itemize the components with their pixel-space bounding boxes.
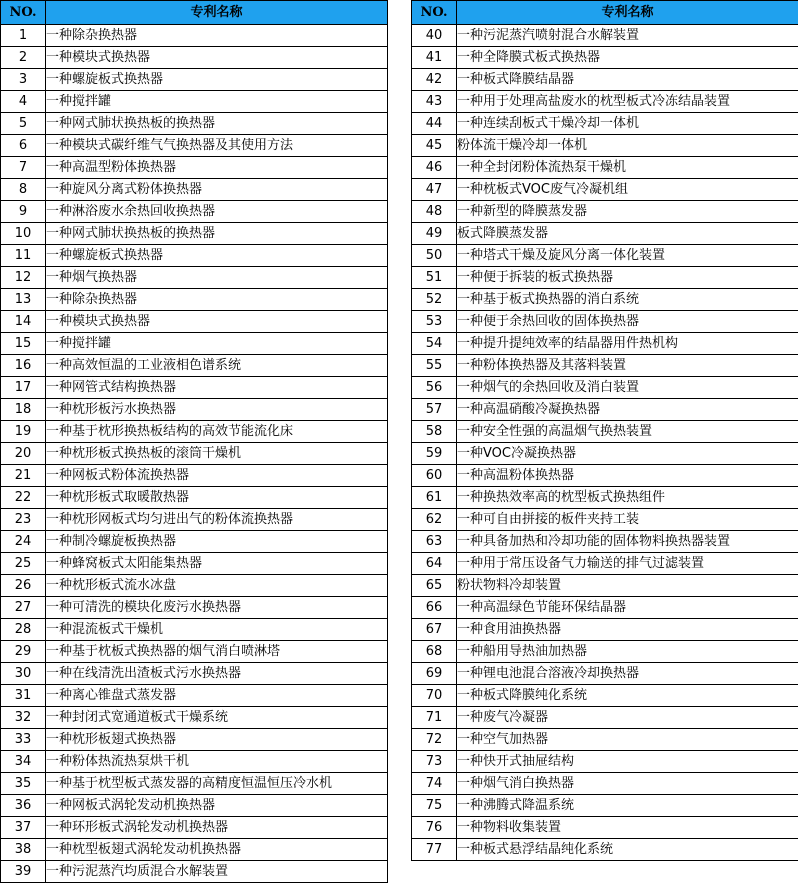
table-row [412,531,798,553]
table-row [1,311,388,333]
row-number: 21 [1,465,46,487]
patent-name: 一种除杂换热器 [46,25,388,47]
row-number: 30 [1,663,46,685]
patent-name: 一种全封闭粉体流热泵干燥机 [457,157,798,179]
table-row [1,751,388,773]
row-number: 32 [1,707,46,729]
patent-name: 一种螺旋板式换热器 [46,245,388,267]
table-row [1,289,388,311]
table-row [1,443,388,465]
table-row [412,179,798,201]
patent-name: 板式降膜蒸发器 [457,223,798,245]
patent-name: 一种提升提纯效率的结晶器用件热机构 [457,333,798,355]
patent-name: 一种空气加热器 [457,729,798,751]
patent-name: 一种板式降膜结晶器 [457,69,798,91]
row-number: 7 [1,157,46,179]
row-number: 53 [412,311,457,333]
row-number: 63 [412,531,457,553]
patent-name: 一种枕形板污水换热器 [46,399,388,421]
row-number: 62 [412,509,457,531]
row-number: 3 [1,69,46,91]
row-number: 68 [412,641,457,663]
table-row [1,553,388,575]
row-number: 61 [412,487,457,509]
patent-name: 一种网管式结构换热器 [46,377,388,399]
patent-name: 一种高效恒温的工业液相色谱系统 [46,355,388,377]
patent-name: 一种枕形板式取暖散热器 [46,487,388,509]
patent-name: 一种新型的降膜蒸发器 [457,201,798,223]
row-number: 2 [1,47,46,69]
patent-name: 一种模块式换热器 [46,47,388,69]
patent-name: 一种用于处理高盐废水的枕型板式冷冻结晶装置 [457,91,798,113]
table-row [412,663,798,685]
row-number: 45 [412,135,457,157]
table-row [412,751,798,773]
row-number: 5 [1,113,46,135]
row-number: 54 [412,333,457,355]
table-row [1,795,388,817]
patent-name: 一种搅拌罐 [46,333,388,355]
table-row [1,201,388,223]
row-number: 70 [412,685,457,707]
row-number: 23 [1,509,46,531]
table-row [1,377,388,399]
row-number: 13 [1,289,46,311]
patent-name: 一种搅拌罐 [46,91,388,113]
table-row [1,729,388,751]
row-number: 42 [412,69,457,91]
table-row [1,509,388,531]
row-number: 72 [412,729,457,751]
row-number: 46 [412,157,457,179]
row-number: 22 [1,487,46,509]
row-number: 41 [412,47,457,69]
row-number: 11 [1,245,46,267]
row-number: 49 [412,223,457,245]
row-number: 27 [1,597,46,619]
table-row [1,223,388,245]
patent-name: 一种枕形板式换热板的滚筒干燥机 [46,443,388,465]
patent-name: 一种旋风分离式粉体换热器 [46,179,388,201]
table-row [412,157,798,179]
table-row [412,355,798,377]
patent-name: 一种模块式碳纤维气气换热器及其使用方法 [46,135,388,157]
patent-table-right [411,0,798,861]
patent-name: 一种可清洗的模块化废污水换热器 [46,597,388,619]
table-row [412,267,798,289]
row-number: 35 [1,773,46,795]
patent-name: 一种环形板式涡轮发动机换热器 [46,817,388,839]
header-row [1,1,388,25]
table-row [412,795,798,817]
row-number: 51 [412,267,457,289]
table-row [1,47,388,69]
row-number: 38 [1,839,46,861]
patent-name: 一种沸腾式降温系统 [457,795,798,817]
patent-name: 一种便于拆装的板式换热器 [457,267,798,289]
patent-name: 一种具备加热和冷却功能的固体物料换热器装置 [457,531,798,553]
row-number: 60 [412,465,457,487]
table-row [1,773,388,795]
row-number: 15 [1,333,46,355]
table-row [1,861,388,883]
row-number: 65 [412,575,457,597]
row-number: 12 [1,267,46,289]
patent-name: 一种烟气的余热回收及消白装置 [457,377,798,399]
patent-name: 一种基于板式换热器的消白系统 [457,289,798,311]
patent-table-left-body [1,25,388,883]
patent-name: 一种换热效率高的枕型板式换热组件 [457,487,798,509]
patent-name: 一种蜂窝板式太阳能集热器 [46,553,388,575]
table-row [412,707,798,729]
patent-name: 一种网板式粉体流换热器 [46,465,388,487]
row-number: 26 [1,575,46,597]
table-row [1,817,388,839]
row-number: 52 [412,289,457,311]
row-number: 16 [1,355,46,377]
row-number: 14 [1,311,46,333]
row-number: 25 [1,553,46,575]
row-number: 10 [1,223,46,245]
table-row [1,421,388,443]
row-number: 9 [1,201,46,223]
row-number: 73 [412,751,457,773]
row-number: 50 [412,245,457,267]
patent-name: 一种高温型粉体换热器 [46,157,388,179]
row-number: 34 [1,751,46,773]
row-number: 56 [412,377,457,399]
patent-name: 一种连续刮板式干燥冷却一体机 [457,113,798,135]
row-number: 24 [1,531,46,553]
row-number: 19 [1,421,46,443]
row-number: 6 [1,135,46,157]
table-row [412,509,798,531]
table-row [412,311,798,333]
row-number: 40 [412,25,457,47]
table-row [1,355,388,377]
row-number: 64 [412,553,457,575]
patent-name: 一种制冷螺旋板换热器 [46,531,388,553]
patent-name: 粉状物料冷却装置 [457,575,798,597]
patent-name: 一种便于余热回收的固体换热器 [457,311,798,333]
table-row [412,333,798,355]
table-row [1,333,388,355]
table-row [412,135,798,157]
patent-name: 一种锂电池混合溶液冷却换热器 [457,663,798,685]
patent-name: 一种污泥蒸汽喷射混合水解装置 [457,25,798,47]
table-row [1,531,388,553]
patent-table-right-body [412,25,798,861]
patent-name: 一种污泥蒸汽均质混合水解装置 [46,861,388,883]
table-row [412,69,798,91]
patent-name: 一种封闭式宽通道板式干燥系统 [46,707,388,729]
patent-name: 一种板式降膜纯化系统 [457,685,798,707]
patent-name: 一种在线清洗出渣板式污水换热器 [46,663,388,685]
table-row [1,113,388,135]
row-number: 36 [1,795,46,817]
patent-name: 一种烟气换热器 [46,267,388,289]
table-row [1,91,388,113]
table-row [1,641,388,663]
table-row [412,201,798,223]
table-row [1,839,388,861]
patent-name: 一种塔式干燥及旋风分离一体化装置 [457,245,798,267]
table-row [412,619,798,641]
row-number: 4 [1,91,46,113]
table-row [1,663,388,685]
row-number: 74 [412,773,457,795]
table-row [412,729,798,751]
patent-name: 一种枕形板翅式换热器 [46,729,388,751]
table-row [1,25,388,47]
row-number: 18 [1,399,46,421]
row-number: 28 [1,619,46,641]
header-no: NO. [1,1,46,25]
table-row [412,465,798,487]
table-row [1,267,388,289]
table-row [412,597,798,619]
row-number: 39 [1,861,46,883]
patent-name: 一种网板式涡轮发动机换热器 [46,795,388,817]
table-row [1,707,388,729]
row-number: 75 [412,795,457,817]
row-number: 47 [412,179,457,201]
table-row [412,839,798,861]
table-row [412,553,798,575]
table-row [412,223,798,245]
table-row [412,25,798,47]
table-row [1,619,388,641]
table-row [412,91,798,113]
table-row [412,289,798,311]
patent-name: 一种除杂换热器 [46,289,388,311]
row-number: 48 [412,201,457,223]
row-number: 71 [412,707,457,729]
table-row [412,443,798,465]
table-row [1,69,388,91]
patent-name: 粉体流干燥冷却一体机 [457,135,798,157]
table-row [412,47,798,69]
patent-name: 一种淋浴废水余热回收换热器 [46,201,388,223]
table-row [412,487,798,509]
row-number: 44 [412,113,457,135]
patent-name: 一种VOC冷凝换热器 [457,443,798,465]
patent-name: 一种枕形网板式均匀进出气的粉体流换热器 [46,509,388,531]
header-patent-name: 专利名称 [46,1,388,25]
patent-name: 一种粉体热流热泵烘干机 [46,751,388,773]
row-number: 33 [1,729,46,751]
header-patent-name: 专利名称 [457,1,798,25]
table-row [412,685,798,707]
patent-name: 一种基于枕形换热板结构的高效节能流化床 [46,421,388,443]
header-no: NO. [412,1,457,25]
table-row [1,575,388,597]
patent-name: 一种离心锥盘式蒸发器 [46,685,388,707]
patent-name: 一种枕型板翅式涡轮发动机换热器 [46,839,388,861]
row-number: 58 [412,421,457,443]
row-number: 57 [412,399,457,421]
table-row [412,113,798,135]
patent-name: 一种网式肺状换热板的换热器 [46,223,388,245]
patent-name: 一种物料收集装置 [457,817,798,839]
table-row [412,377,798,399]
row-number: 77 [412,839,457,861]
patent-name: 一种螺旋板式换热器 [46,69,388,91]
patent-name: 一种基于枕型板式蒸发器的高精度恒温恒压冷水机 [46,773,388,795]
row-number: 17 [1,377,46,399]
patent-name: 一种混流板式干燥机 [46,619,388,641]
patent-name: 一种废气冷凝器 [457,707,798,729]
patent-name: 一种板式悬浮结晶纯化系统 [457,839,798,861]
row-number: 37 [1,817,46,839]
table-row [1,157,388,179]
table-row [1,179,388,201]
table-row [1,487,388,509]
table-row [412,817,798,839]
table-row [1,135,388,157]
patent-name: 一种高温绿色节能环保结晶器 [457,597,798,619]
patent-name: 一种粉体换热器及其落料装置 [457,355,798,377]
patent-name: 一种高温粉体换热器 [457,465,798,487]
patent-name: 一种食用油换热器 [457,619,798,641]
row-number: 55 [412,355,457,377]
row-number: 69 [412,663,457,685]
table-row [1,399,388,421]
row-number: 76 [412,817,457,839]
table-row [412,641,798,663]
patent-name: 一种网式肺状换热板的换热器 [46,113,388,135]
row-number: 1 [1,25,46,47]
row-number: 59 [412,443,457,465]
row-number: 20 [1,443,46,465]
table-row [412,575,798,597]
patent-name: 一种安全性强的高温烟气换热装置 [457,421,798,443]
patent-name: 一种烟气消白换热器 [457,773,798,795]
table-row [412,399,798,421]
patent-name: 一种高温硝酸冷凝换热器 [457,399,798,421]
table-row [1,597,388,619]
patent-name: 一种用于常压设备气力输送的排气过滤装置 [457,553,798,575]
row-number: 67 [412,619,457,641]
row-number: 43 [412,91,457,113]
patent-name: 一种全降膜式板式换热器 [457,47,798,69]
row-number: 66 [412,597,457,619]
table-row [412,245,798,267]
row-number: 8 [1,179,46,201]
patent-name: 一种船用导热油加热器 [457,641,798,663]
patent-name: 一种枕形板式流水冰盘 [46,575,388,597]
patent-table-left [0,0,388,883]
table-row [1,685,388,707]
patent-name: 一种可自由拼接的板件夹持工装 [457,509,798,531]
table-row [412,421,798,443]
header-row [412,1,798,25]
row-number: 31 [1,685,46,707]
table-row [412,773,798,795]
patent-name: 一种基于枕板式换热器的烟气消白喷淋塔 [46,641,388,663]
table-row [1,465,388,487]
patent-name: 一种枕板式VOC废气冷凝机组 [457,179,798,201]
row-number: 29 [1,641,46,663]
patent-name: 一种模块式换热器 [46,311,388,333]
table-row [1,245,388,267]
patent-name: 一种快开式抽屉结构 [457,751,798,773]
